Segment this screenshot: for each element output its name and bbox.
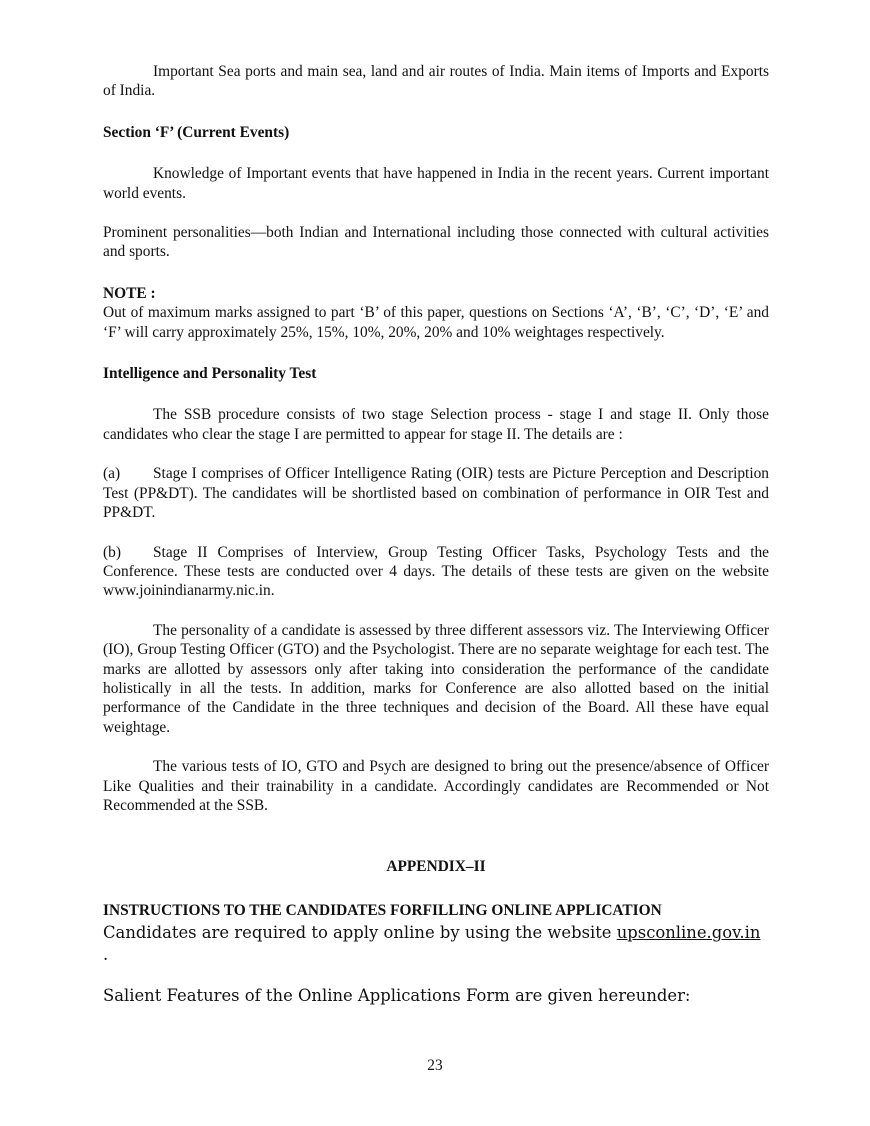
olq-paragraph: The various tests of IO, GTO and Psych are designed to bring out the presence/absence of Officer Like Qualities and their trainability in a candidate. Accordingly candidates are Recommended or Not Recommended at the SSB. (103, 758, 769, 814)
note-heading: NOTE : (103, 284, 156, 302)
section-f-paragraph-1: Knowledge of Important events that have happened in India in the recent years. Current important world events. (103, 165, 769, 202)
apply-text: Candidates are required to apply online by using the website (103, 923, 617, 943)
upsconline-link[interactable]: upsconline.gov.in (616, 923, 761, 943)
list-marker-a: (a) (103, 465, 121, 483)
apply-end: . (103, 945, 109, 965)
section-f-heading: Section ‘F’ (Current Events) (103, 123, 290, 141)
list-text-a: Stage I comprises of Officer Intelligence Rating (OIR) tests are Picture Perception and Description Test (PP&DT). The candidates will be shortlisted based on combination of performance in OIR Test and PP&DT. (103, 465, 769, 522)
note-text: Out of maximum marks assigned to part ‘B’ of this paper, questions on Sections ‘A’, ‘B’, ‘C’, ‘D’, ‘E’ and ‘F’ will carry approximately 25%, 15%, 10%, 20%, 20% and 10% weightages respectively. (103, 304, 769, 341)
salient-features-line: Salient Features of the Online Applications Form are given hereunder: (103, 986, 691, 1006)
ipt-heading: Intelligence and Personality Test (103, 365, 317, 383)
section-f-paragraph-2: Prominent personalities—both Indian and International including those connected with cultural activities and sports. (103, 224, 769, 261)
instructions-heading: INSTRUCTIONS TO THE CANDIDATES FORFILLING ONLINE APPLICATION (103, 901, 662, 919)
appendix-title: APPENDIX–II (386, 858, 486, 876)
list-item-a (103, 464, 769, 522)
list-marker-b: (b) (103, 543, 121, 561)
page-number: 23 (427, 1057, 443, 1074)
apply-online-line (103, 922, 769, 966)
assessors-paragraph: The personality of a candidate is assessed by three different assessors viz. The Interviewing Officer (IO), Group Testing Officer (GTO) and the Psychologist. There are no separate weightage for each test. The marks are allotted by assessors only after taking into consideration the performance of the candidate holistically in all the tests. In addition, marks for Conference are also allotted based on the initial performance of the Candidate in the three techniques and decision of the Board. All these have equal weightage. (103, 621, 769, 736)
list-text-b: Stage II Comprises of Interview, Group Testing Officer Tasks, Psychology Tests and the Conference. These tests are conducted over 4 days. The details of these tests are given on the website www.joinindianarmy.nic.in. (103, 543, 769, 600)
document-page (103, 62, 769, 1007)
ipt-intro: The SSB procedure consists of two stage Selection process - stage I and stage II. Only those candidates who clear the stage I are permitted to appear for stage II. The details are : (103, 406, 769, 443)
list-item-b (103, 543, 769, 601)
sea-ports-paragraph: Important Sea ports and main sea, land and air routes of India. Main items of Imports and Exports of India. (103, 63, 769, 100)
